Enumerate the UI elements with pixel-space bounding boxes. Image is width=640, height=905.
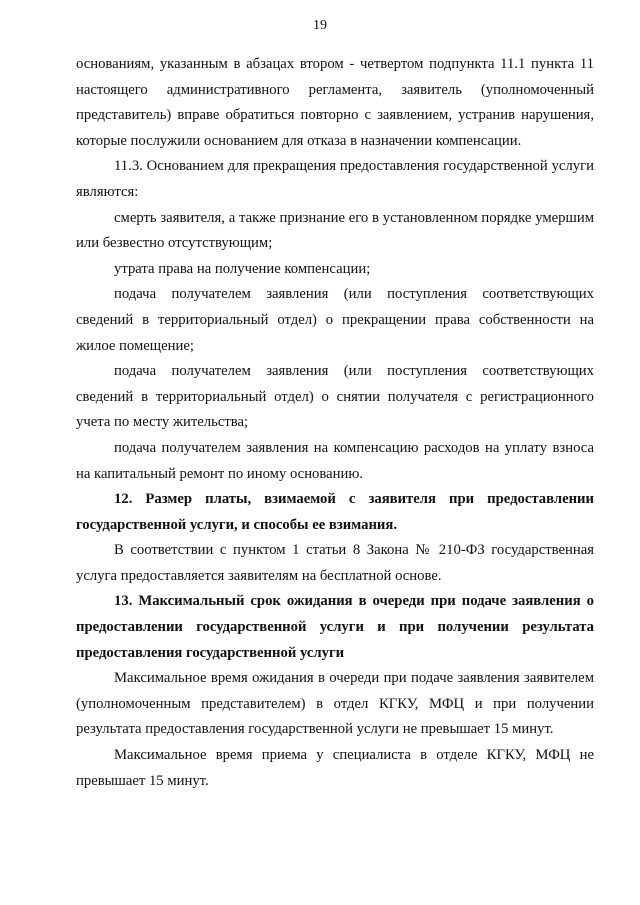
list-item-ownership-termination: подача получателем заявления (или поступления соответствующих сведений в территориальный отдел) о прекращении права собственности на жилое помещение; <box>76 286 594 354</box>
list-item-loss-of-right: утрата права на получение компенсации; <box>114 260 371 277</box>
document-body <box>76 52 594 794</box>
paragraph-11-3: 11.3. Основанием для прекращения предоставления государственной услуги являются: <box>76 158 594 200</box>
section-heading-12: 12. Размер платы, взимаемой с заявителя при предоставлении государственной услуги, и способы ее взимания. <box>76 491 594 533</box>
paragraph-queue-time: Максимальное время ожидания в очереди при подаче заявления заявителем (уполномоченным представителем) в отдел КГКУ, МФЦ и при получении результата предоставления государственной услуги не превышает 15 минут. <box>76 670 594 738</box>
section-heading-13: 13. Максимальный срок ожидания в очереди при подаче заявления о предоставлении государственной услуги и при получении результата предоставления государственной услуги <box>76 593 594 661</box>
list-item-deregistration: подача получателем заявления (или поступления соответствующих сведений в территориальный отдел) о снятии получателя с регистрационного учета по месту жительства; <box>76 363 594 431</box>
paragraph-continuation: основаниям, указанным в абзацах втором - четвертом подпункта 11.1 пункта 11 настоящего административного регламента, заявитель (уполномоченный представитель) вправе обратиться повторно с заявлением, устранив нарушения, которые послужили основанием для отказа в назначении компенсации. <box>76 56 594 149</box>
list-item-death: смерть заявителя, а также признание его в установленном порядке умершим или безвестно отсутствующим; <box>76 209 594 252</box>
list-item-other-basis: подача получателем заявления на компенсацию расходов на уплату взноса на капитальный ремонт по иному основанию. <box>76 439 594 482</box>
paragraph-free-of-charge: В соответствии с пунктом 1 статьи 8 Закона № 210-ФЗ государственная услуга предоставляется заявителям на бесплатной основе. <box>76 542 594 584</box>
page-number: 19 <box>313 18 327 33</box>
paragraph-reception-time: Максимальное время приема у специалиста в отделе КГКУ, МФЦ не превышает 15 минут. <box>76 747 594 789</box>
